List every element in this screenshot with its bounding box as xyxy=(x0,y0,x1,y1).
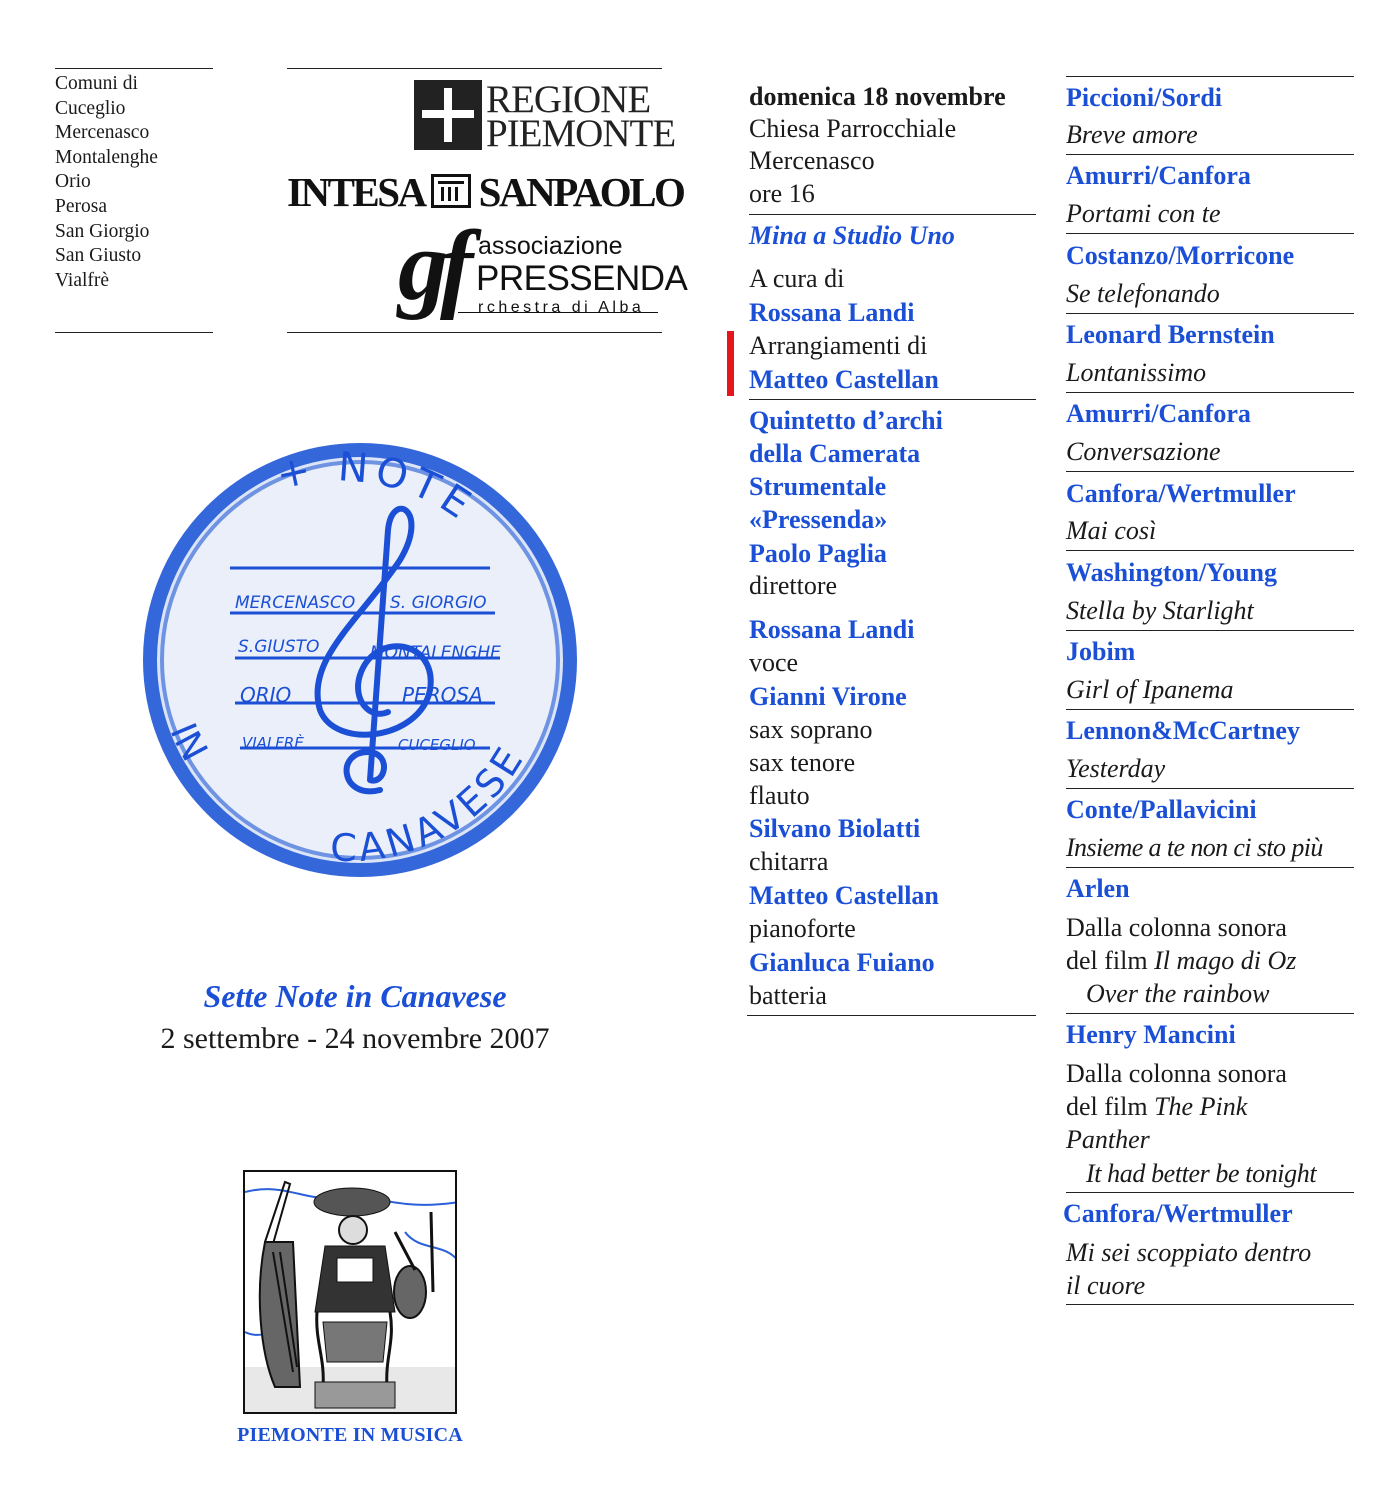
intesa-logo-word: INTESA xyxy=(287,169,425,215)
performer-role: batteria xyxy=(749,981,827,1010)
program-title: Mai così xyxy=(1066,516,1157,545)
event-title: Mina a Studio Uno xyxy=(749,221,955,250)
stamp-town: MONTALENGHE xyxy=(370,643,501,663)
rule xyxy=(55,332,213,333)
rule xyxy=(1066,233,1354,234)
comuni-item: San Giusto xyxy=(55,245,142,267)
performer-role: flauto xyxy=(749,781,810,810)
program-composer: Piccioni/Sordi xyxy=(1066,83,1222,112)
rule xyxy=(1066,550,1354,551)
stamp-town: PEROSA xyxy=(402,683,483,707)
program-composer: Leonard Bernstein xyxy=(1066,320,1275,349)
cura-label: A cura di xyxy=(749,264,845,293)
pressenda-logo-mark: gf xyxy=(398,210,466,321)
program-title: Conversazione xyxy=(1066,437,1221,466)
program-title: It had better be tonight xyxy=(1086,1159,1317,1188)
rule xyxy=(1066,1013,1354,1014)
regione-logo-line: REGIONE xyxy=(486,78,651,121)
performer-role: sax soprano xyxy=(749,715,873,744)
arrangements-label: Arrangiamenti di xyxy=(749,331,928,360)
comuni-item: Perosa xyxy=(55,195,107,217)
program-composer: Jobim xyxy=(1066,637,1136,666)
program-title: Breve amore xyxy=(1066,120,1198,149)
performer-role: chitarra xyxy=(749,847,829,876)
ensemble-line: «Pressenda» xyxy=(749,505,888,534)
stamp-town: S. GIORGIO xyxy=(390,593,487,613)
program-note xyxy=(1066,1090,1247,1123)
program-composer: Amurri/Canfora xyxy=(1066,399,1251,428)
cross-emblem-icon xyxy=(414,80,482,150)
program-title: Lontanissimo xyxy=(1066,358,1207,387)
rule xyxy=(1066,154,1354,155)
performer-name: Gianni Virone xyxy=(749,682,907,711)
stamp-town: S.GIUSTO xyxy=(238,637,320,657)
pressenda-logo xyxy=(398,210,688,322)
red-margin-mark xyxy=(727,331,734,396)
program-note: Dalla colonna sonora xyxy=(1066,913,1287,942)
director-role: direttore xyxy=(749,571,838,600)
program-note: Dalla colonna sonora xyxy=(1066,1059,1287,1088)
program-composer: Amurri/Canfora xyxy=(1066,161,1251,190)
stamp-ring-text: IN xyxy=(161,717,215,768)
rule xyxy=(1066,867,1354,868)
rule xyxy=(1066,313,1354,314)
comuni-item: Comuni di xyxy=(55,73,138,94)
program-note-text: del film xyxy=(1066,946,1148,975)
musician-engraving-icon xyxy=(245,1172,457,1414)
rule xyxy=(55,68,213,69)
rule xyxy=(1066,1304,1354,1305)
program-title: il cuore xyxy=(1066,1271,1146,1300)
comuni-item: Vialfrè xyxy=(55,269,110,291)
comuni-item: Cuceglio xyxy=(55,97,126,119)
venue-line: ore 16 xyxy=(749,179,815,208)
intesa-logo-word: SANPAOLO xyxy=(478,169,684,215)
intesa-sanpaolo-logo xyxy=(287,168,684,218)
program-composer: Canfora/Wertmuller xyxy=(1066,479,1296,508)
regione-logo-line: PIEMONTE xyxy=(486,112,676,155)
program-film-title: Il mago di Oz xyxy=(1154,946,1297,975)
stamp-town: VIALFRÈ xyxy=(242,734,304,752)
rule xyxy=(749,214,1036,215)
rule xyxy=(1066,788,1354,789)
cura-name: Rossana Landi xyxy=(749,298,915,327)
program-title: Yesterday xyxy=(1066,754,1166,783)
program-composer: Washington/Young xyxy=(1066,558,1277,587)
performer-role: sax tenore xyxy=(749,748,856,777)
program-note xyxy=(1066,944,1296,977)
program-title: Portami con te xyxy=(1066,199,1221,228)
ensemble-line: Quintetto d’archi xyxy=(749,406,943,435)
stamp-town: MERCENASCO xyxy=(235,593,356,613)
festival-title: Sette Note in Canavese xyxy=(203,978,507,1014)
stamp-ring-text: CANAVESE xyxy=(329,736,534,871)
rule xyxy=(1066,392,1354,393)
program-film-title: The Pink xyxy=(1154,1092,1248,1121)
piemonte-in-musica-label: PIEMONTE IN MUSICA xyxy=(237,1424,463,1446)
stamp-town: CUCEGLIO xyxy=(398,736,476,754)
rule xyxy=(1066,76,1354,77)
rule xyxy=(1066,630,1354,631)
performer-name: Matteo Castellan xyxy=(749,881,939,910)
program-composer: Arlen xyxy=(1066,874,1130,903)
festival-dates: 2 settembre - 24 novembre 2007 xyxy=(160,1022,550,1055)
comuni-list xyxy=(55,72,158,293)
pressenda-logo-line: associazione xyxy=(478,232,623,260)
venue-line: Chiesa Parrocchiale xyxy=(749,114,957,143)
musician-engraving-image xyxy=(243,1170,457,1414)
comuni-item: Orio xyxy=(55,171,91,193)
stamp-ring-text: + NOTE xyxy=(272,444,484,531)
comuni-item: Mercenasco xyxy=(55,122,150,144)
stamp-graphic xyxy=(130,430,590,890)
program-composer: Lennon&McCartney xyxy=(1066,716,1300,745)
director-name: Paolo Paglia xyxy=(749,539,887,568)
performer-role: pianoforte xyxy=(749,914,856,943)
rule xyxy=(1066,471,1354,472)
program-composer: Henry Mancini xyxy=(1066,1020,1236,1049)
program-title: Stella by Starlight xyxy=(1066,596,1254,625)
program-title: Over the rainbow xyxy=(1086,979,1270,1008)
performer-name: Gianluca Fuiano xyxy=(749,948,935,977)
rule xyxy=(287,68,662,69)
pressenda-logo-line: PRESSENDA xyxy=(476,259,688,298)
venue-line: Mercenasco xyxy=(749,146,875,175)
program-title: Se telefonando xyxy=(1066,279,1220,308)
rule xyxy=(749,399,1036,400)
rule xyxy=(1066,1192,1354,1193)
program-composer: Conte/Pallavicini xyxy=(1066,795,1257,824)
concert-date: domenica 18 novembre xyxy=(749,82,1006,111)
rule xyxy=(1066,709,1354,710)
bank-building-icon xyxy=(431,174,471,208)
program-film-title: Panther xyxy=(1066,1125,1150,1154)
pressenda-logo-line: rchestra di Alba xyxy=(478,299,645,316)
rule xyxy=(747,1015,1036,1016)
ensemble-line: Strumentale xyxy=(749,472,887,501)
rule xyxy=(287,332,662,333)
performer-role: voce xyxy=(749,648,799,677)
ensemble-line: della Camerata xyxy=(749,439,921,468)
performer-name: Rossana Landi xyxy=(749,615,915,644)
comuni-item: San Giorgio xyxy=(55,220,150,242)
arranger-name: Matteo Castellan xyxy=(749,365,939,394)
program-composer: Canfora/Wertmuller xyxy=(1063,1199,1293,1228)
performer-name: Silvano Biolatti xyxy=(749,814,921,843)
stamp-town: ORIO xyxy=(240,683,292,707)
regione-piemonte-logo xyxy=(414,78,676,155)
program-note-text: del film xyxy=(1066,1092,1148,1121)
program-title: Insieme a te non ci sto più xyxy=(1066,833,1323,862)
program-title: Mi sei scoppiato dentro xyxy=(1066,1238,1312,1267)
pressenda-logo-underline xyxy=(458,312,658,313)
comuni-item: Montalenghe xyxy=(55,146,158,168)
program-composer: Costanzo/Morricone xyxy=(1066,241,1295,270)
sette-note-stamp xyxy=(130,430,590,890)
program-title: Girl of Ipanema xyxy=(1066,675,1234,704)
